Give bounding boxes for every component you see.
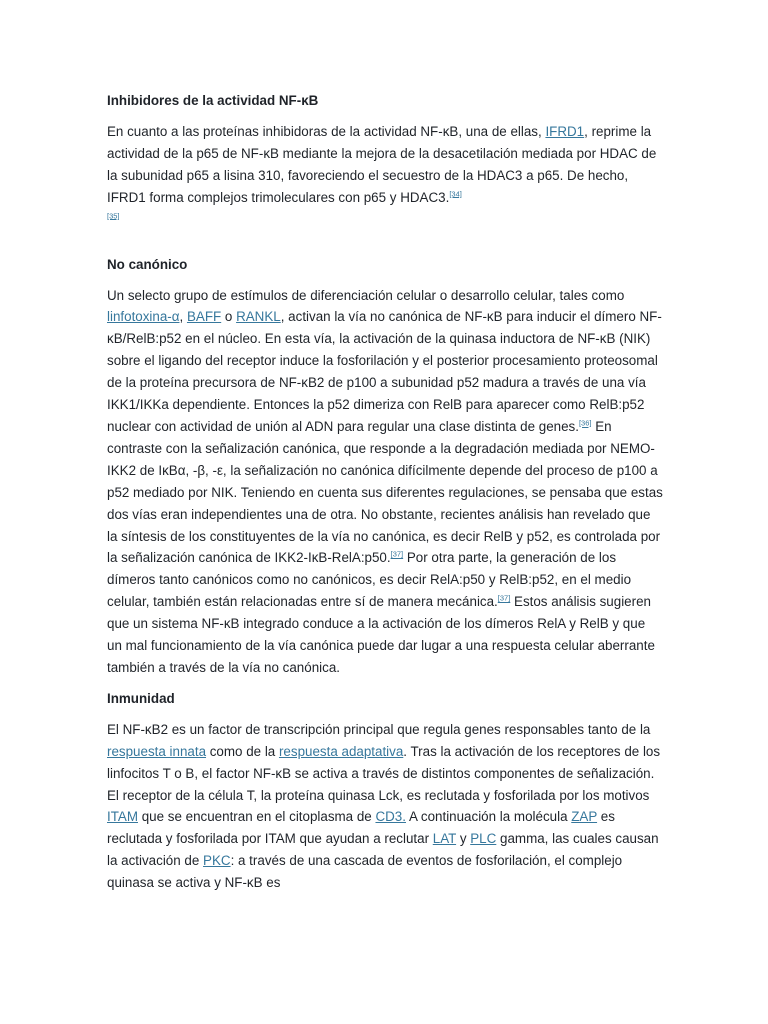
- link-respuesta-adaptativa[interactable]: respuesta adaptativa: [278, 743, 404, 759]
- text: ,: [179, 309, 187, 325]
- text: Por otra parte, la generación de los dímeros tanto canónicos como no canónicos, es decir RelA:p50 y RelB:p52, en el medio celular, también están relacionadas entre sí de manera mecánica.: [107, 550, 632, 610]
- text: En cuanto a las proteínas inhibidoras de la actividad NF-κB, una de ellas,: [107, 124, 546, 139]
- text: Un selecto grupo de estímulos de diferenciación celular o desarrollo celular, tales como: [107, 287, 625, 303]
- paragraph-inhibidores: [107, 121, 663, 231]
- text: gamma, las cuales causan la activación de: [107, 831, 659, 869]
- text: como de la: [206, 743, 279, 759]
- ref-34-link[interactable]: [34]: [449, 189, 462, 199]
- ref-37a[interactable]: [391, 550, 404, 559]
- heading-inmunidad: Inmunidad: [107, 690, 175, 706]
- text: y: [456, 831, 471, 847]
- text: o: [221, 309, 237, 325]
- link-linfotoxina[interactable]: linfotoxina-α: [107, 309, 180, 325]
- text: que se encuentran en el citoplasma de: [138, 809, 376, 825]
- link-rankl[interactable]: RANKL: [236, 309, 281, 325]
- link-cd3[interactable]: CD3.: [375, 809, 406, 825]
- link-pkc[interactable]: PKC: [203, 853, 231, 869]
- link-lat[interactable]: LAT: [432, 831, 457, 847]
- text: En contraste con la señalización canónica, que responde a la degradación mediada por NEMO-IKK2 de IκBα, -β, -ε, la señalización no canónica difícilmente depende del proceso de p100 a p52 mediado por NIK. Teniendo en cuenta sus diferentes regulaciones, se pensaba que estas dos vías eran independientes una de otra. No obstante, recientes análisis han revelado que la síntesis de los constituyentes de la vía no canónica, es decir RelB y p52, es controlada por la señalización canónica de IKK2-IκB-RelA:p50.: [107, 418, 663, 566]
- text: , reprime la actividad de la p65 de NF-κB mediante la mejora de la desacetilación mediada por HDAC de la subunidad p65 a lisina 310, favoreciendo el secuestro de la HDAC3 a p65. De hecho, IFRD1 forma complejos trimoleculares con p65 y HDAC3.: [107, 124, 657, 205]
- ref-37b[interactable]: [498, 594, 511, 603]
- article-body: [107, 90, 663, 894]
- link-zap[interactable]: ZAP: [571, 809, 598, 825]
- link-respuesta-innata[interactable]: respuesta innata: [107, 743, 207, 759]
- ref-36-link[interactable]: [36]: [578, 418, 592, 428]
- text: es reclutada y fosforilada por ITAM que ayudan a reclutar: [107, 809, 615, 847]
- link-itam[interactable]: ITAM: [107, 809, 138, 825]
- ref-36[interactable]: [579, 419, 592, 428]
- link-baff[interactable]: BAFF: [186, 309, 222, 325]
- paragraph-no-canonico: [107, 285, 663, 679]
- ref-37a-link[interactable]: [37]: [390, 549, 404, 559]
- link-plc[interactable]: PLC: [470, 831, 497, 847]
- heading-no-canonico: No canónico: [107, 256, 188, 272]
- text: : a través de una cascada de eventos de fosforilación, el complejo quinasa se activa y NF-κB es: [107, 853, 623, 891]
- text: El NF-κB2 es un factor de transcripción principal que regula genes responsables tanto de la: [107, 721, 651, 737]
- text: Estos análisis sugieren que un sistema NF-κB integrado conduce a la activación de los dímeros RelA y RelB y que un mal funcionamiento de la vía canónica puede dar lugar a una respuesta celular aberrante también a través de la vía no canónica.: [107, 594, 655, 675]
- heading-inhibidores: Inhibidores de la actividad NF-κB: [107, 93, 319, 108]
- ref-37b-link[interactable]: [37]: [497, 593, 511, 603]
- ref-35-link[interactable]: [35]: [107, 211, 120, 221]
- ref-35[interactable]: [107, 211, 120, 220]
- text: . Tras la activación de los receptores de los linfocitos T o B, el factor NF-κB se activa a través de distintos componentes de señalización. El receptor de la célula T, la proteína quinasa Lck, es reclutada y fosforilada por los motivos: [107, 743, 661, 803]
- ref-34[interactable]: [449, 189, 462, 198]
- text: A continuación la molécula: [405, 809, 572, 825]
- paragraph-inmunidad: [107, 719, 663, 894]
- link-ifrd1[interactable]: IFRD1: [545, 124, 585, 139]
- text: , activan la vía no canónica de NF-κB para inducir el dímero NF-κB/RelB:p52 en el núcleo. En esta vía, la activación de la quinasa inductora de NF-κB (NIK) sobre el ligando del receptor induce la fosforilación y el posterior procesamiento proteosomal de la proteína precursora de NF-κB2 de p100 a subunidad p52 madura a través de una vía IKK1/IKKa dependiente. Entonces la p52 dimeriza con RelB para aparecer como RelB:p52 nuclear con actividad de unión al ADN para regular una clase distinta de genes.: [107, 309, 662, 434]
